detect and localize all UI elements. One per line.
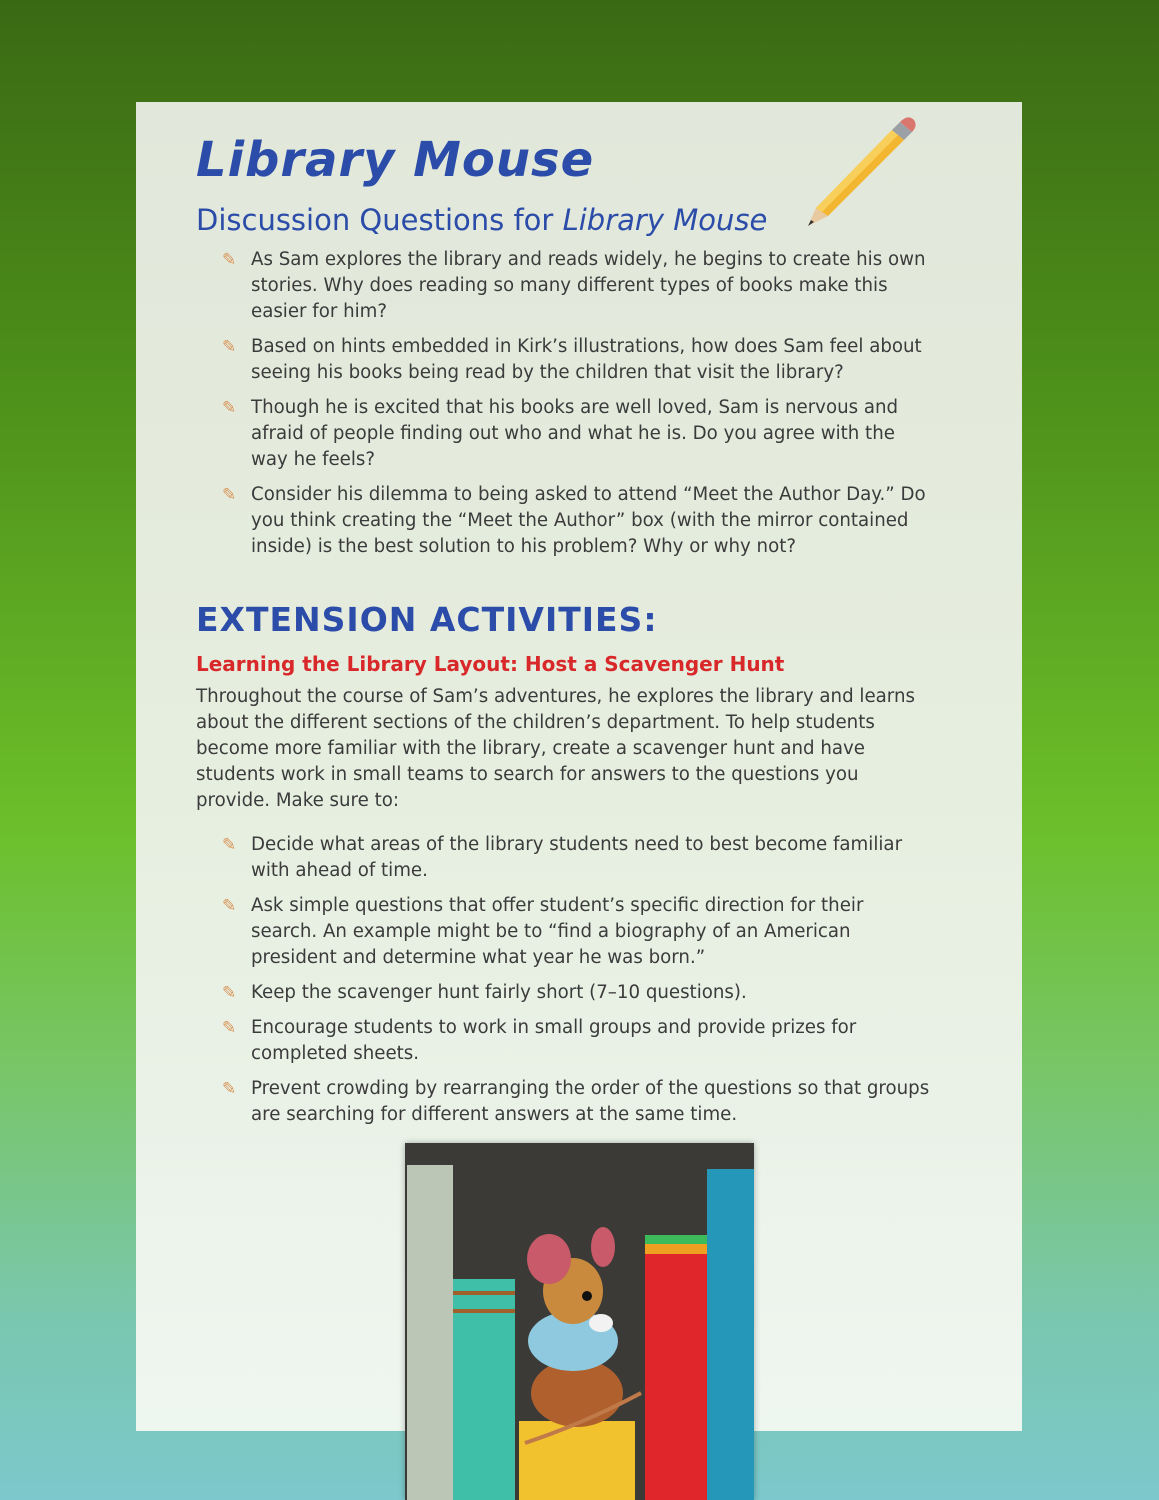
item-text: Prevent crowding by rearranging the order of the questions so that groups are searching for different answers at the same time. [251,1078,930,1125]
subtitle-prefix: Discussion Questions for [196,203,563,237]
list-item [222,247,932,325]
pencil-bullet-icon: ✎ [222,337,237,357]
item-text: Decide what areas of the library students need to best become familiar with ahead of time. [251,834,903,881]
pencil-bullet-icon: ✎ [222,250,237,270]
pencil-bullet-icon: ✎ [222,835,237,855]
item-text: Based on hints embedded in Kirk’s illustrations, how does Sam feel about seeing his books being read by the children that visit the library? [251,336,922,383]
pencil-icon [800,112,920,232]
activity-title: Learning the Library Layout: Host a Scavenger Hunt [196,652,785,676]
activity-list [222,832,932,1137]
item-text: Keep the scavenger hunt fairly short (7–10 questions). [251,982,747,1003]
item-text: Ask simple questions that offer student’s specific direction for their search. An example might be to “find a biography of an American president and determine what year he was born.” [251,895,864,968]
extension-heading: EXTENSION ACTIVITIES: [196,600,658,639]
subtitle-book: Library Mouse [562,203,768,237]
activity-intro: Throughout the course of Sam’s adventures, he explores the library and learns about the different sections of the children’s department. To help students become more familiar with the library, create a scavenger hunt and have students work in small teams to search for answers to the questions you provide. Make sure to: [196,686,915,811]
pencil-bullet-icon: ✎ [222,896,237,916]
page-title: Library Mouse [196,132,595,188]
list-item [222,482,932,560]
list-item [222,395,932,473]
item-text: Consider his dilemma to being asked to attend “Meet the Author Day.” Do you think creating the “Meet the Author” box (with the mirror contained inside) is the best solution to his problem? Why or why not? [251,484,926,557]
list-item [222,334,932,386]
discussion-list [222,247,932,569]
discussion-heading [196,203,767,237]
list-item [222,893,932,971]
item-text: As Sam explores the library and reads widely, he begins to create his own stories. Why does reading so many different types of books make this easier for him? [251,249,926,322]
mouse-illustration [405,1143,754,1500]
list-item [222,1015,932,1067]
list-item [222,832,932,884]
pencil-bullet-icon: ✎ [222,485,237,505]
pencil-bullet-icon: ✎ [222,1079,237,1099]
list-item [222,1076,932,1128]
list-item [222,980,932,1006]
pencil-bullet-icon: ✎ [222,398,237,418]
pencil-bullet-icon: ✎ [222,983,237,1003]
item-text: Though he is excited that his books are well loved, Sam is nervous and afraid of people finding out who and what he is. Do you agree with the way he feels? [251,397,899,470]
pencil-bullet-icon: ✎ [222,1018,237,1038]
item-text: Encourage students to work in small groups and provide prizes for completed sheets. [251,1017,857,1064]
